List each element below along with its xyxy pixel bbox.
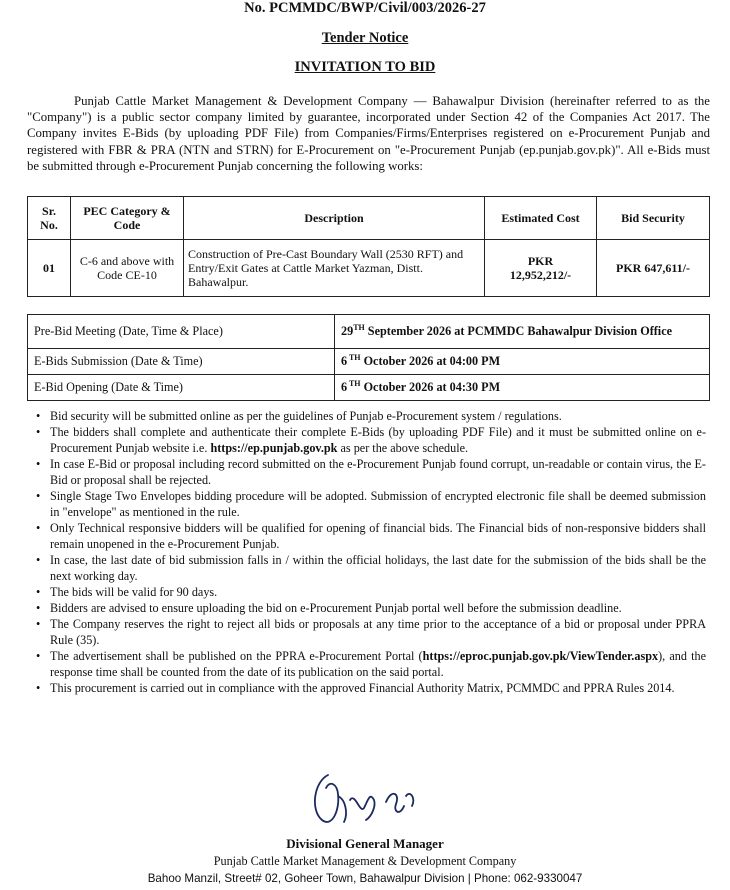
- list-item: [36, 424, 706, 456]
- conditions-list: [36, 408, 706, 696]
- list-item-text: The advertisement shall be published on the PPRA e-Procurement Portal (: [50, 649, 423, 663]
- date-suffix: TH: [347, 352, 361, 362]
- cell-pec: C-6 and above with Code CE-10: [71, 240, 184, 297]
- website-link: https://ep.punjab.gov.pk: [210, 441, 338, 455]
- date-suffix: TH: [353, 322, 365, 332]
- works-table: [27, 196, 710, 297]
- schedule-row: [28, 349, 710, 375]
- schedule-label: E-Bid Opening (Date & Time): [28, 375, 335, 401]
- date-rest: October 2026 at 04:00 PM: [360, 354, 501, 368]
- col-sr: Sr. No.: [28, 197, 71, 240]
- schedule-table: [27, 314, 710, 401]
- date-rest: October 2026 at 04:30 PM: [360, 380, 501, 394]
- signatory-address: Bahoo Manzil, Street# 02, Goheer Town, Bahawalpur Division | Phone: 062-9330047: [147, 872, 583, 885]
- schedule-value: [335, 375, 710, 401]
- signatory-title: Divisional General Manager: [286, 836, 444, 851]
- list-item: • This procurement is carried out in compliance with the approved Financial Authority Matrix, PCMMDC and PPRA Rules 2014.: [36, 680, 706, 696]
- schedule-label: Pre-Bid Meeting (Date, Time & Place): [28, 315, 335, 349]
- col-description: Description: [184, 197, 485, 240]
- list-item-text: ), and the response time shall be counted from the date of its publication on the said portal.: [50, 649, 706, 679]
- list-item: • The Company reserves the right to reject all bids or proposals at any time prior to the acceptance of a bid or proposal under PPRA Rule (35).: [36, 616, 706, 648]
- list-item: • Bidders are advised to ensure uploading the bid on e-Procurement Punjab portal well before the submission deadline.: [36, 600, 706, 616]
- list-item: • Bid security will be submitted online as per the guidelines of Punjab e-Procurement system / regulations.: [36, 408, 706, 424]
- tender-number: No. PCMMDC/BWP/Civil/003/2026-27: [244, 0, 486, 16]
- date-day: 6: [341, 380, 348, 394]
- schedule-row: [28, 375, 710, 401]
- cell-sr: 01: [28, 240, 71, 297]
- cell-security: PKR 647,611/-: [597, 240, 710, 297]
- list-item: • In case, the last date of bid submission falls in / within the official holidays, the last date for the submission of the bids shall be the next working day.: [36, 552, 706, 584]
- list-item: • The bids will be valid for 90 days.: [36, 584, 706, 600]
- notice-title: Tender Notice: [321, 30, 409, 46]
- cost-amount: 12,952,212/-: [509, 268, 572, 282]
- schedule-row: [28, 315, 710, 349]
- col-security: Bid Security: [597, 197, 710, 240]
- portal-link: https://eproc.punjab.gov.pk/ViewTender.aspx: [422, 649, 659, 663]
- list-item-text: The bidders shall complete and authenticate their complete E-Bids (by uploading PDF File) and it must be submitted online on e-Procurement Punjab website i.e.: [50, 425, 706, 455]
- cost-currency: PKR: [527, 254, 554, 268]
- table-row: [28, 240, 710, 297]
- list-item: • Only Technical responsive bidders will be qualified for opening of financial bids. The Financial bids of non-responsive bidders shall remain unopened in the e-Procurement Punjab.: [36, 520, 706, 552]
- intro-paragraph: Punjab Cattle Market Management & Development Company — Bahawalpur Division (hereinafter referred to as the "Company") is a public sector company limited by guarantee, incorporated under Section 42 of the Companies Act 2017. The Company invites E-Bids (by uploading PDF File) from Companies/Firms/Enterprises registered on e-Procurement Punjab and registered with FBR & PRA (NTN and STRN) for E-Procurement on "e-Procurement Punjab (ep.punjab.gov.pk)". All e-Bids must be submitted through e-Procurement Punjab concerning the following works:: [27, 94, 710, 173]
- col-pec: PEC Category & Code: [71, 197, 184, 240]
- invitation-title: INVITATION TO BID: [294, 59, 436, 75]
- col-cost: Estimated Cost: [485, 197, 597, 240]
- handwritten-signature: [300, 770, 440, 835]
- list-item-text: as per the above schedule.: [337, 441, 469, 455]
- cell-cost: [485, 240, 597, 297]
- list-item: • Single Stage Two Envelopes bidding procedure will be adopted. Submission of encrypted electronic file shall be deemed submission in "envelope" as mentioned in the rule.: [36, 488, 706, 520]
- list-item: [36, 648, 706, 680]
- date-day: 6: [341, 354, 348, 368]
- date-day: 29: [341, 324, 354, 338]
- signatory-organization: Punjab Cattle Market Management & Development Company: [213, 854, 517, 868]
- schedule-value: [335, 315, 710, 349]
- cell-description: Construction of Pre-Cast Boundary Wall (2530 RFT) and Entry/Exit Gates at Cattle Market Yazman, Distt. Bahawalpur.: [184, 240, 485, 297]
- schedule-label: E-Bids Submission (Date & Time): [28, 349, 335, 375]
- date-rest: September 2026 at PCMMDC Bahawalpur Division Office: [364, 324, 673, 338]
- list-item: • In case E-Bid or proposal including record submitted on the e-Procurement Punjab found corrupt, un-readable or contain virus, the E-Bid or proposal shall be rejected.: [36, 456, 706, 488]
- date-suffix: TH: [347, 378, 361, 388]
- schedule-value: [335, 349, 710, 375]
- works-header-row: [28, 197, 710, 240]
